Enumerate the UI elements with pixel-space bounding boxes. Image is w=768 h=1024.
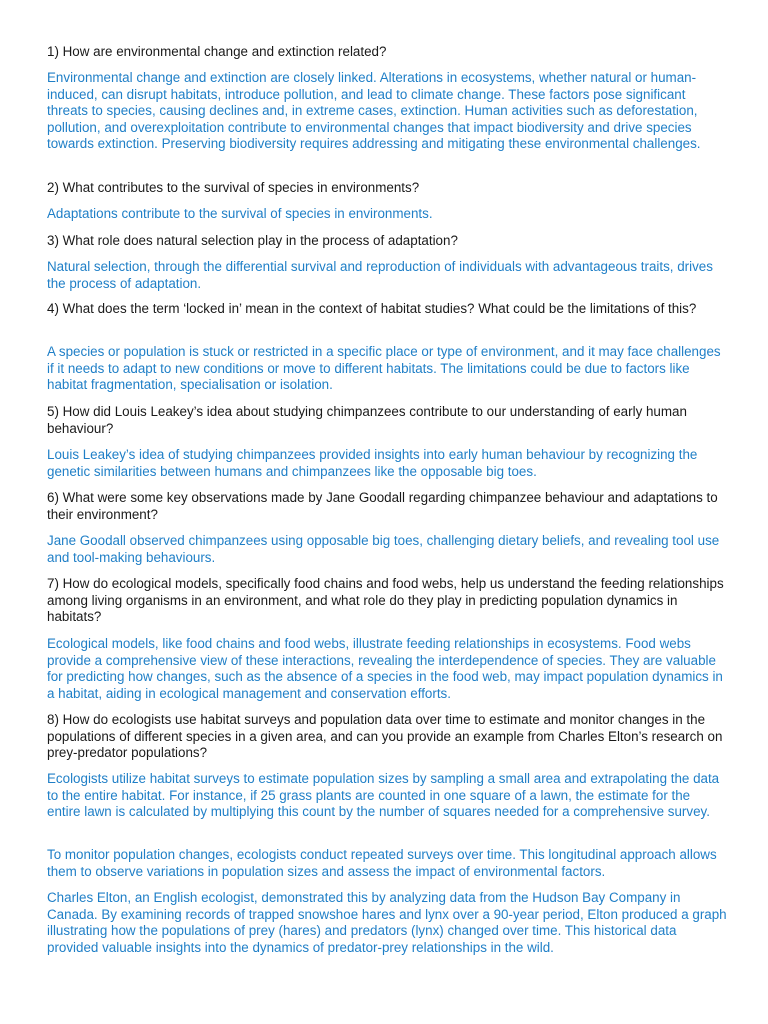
answer-2: Adaptations contribute to the survival of species in environments.	[47, 206, 433, 221]
answer-7: Ecological models, like food chains and food webs, illustrate feeding relationships in ecosystems. Food webs provide a comprehensive view of these interactions, revealing the interdependence of species. They are valuable for predicting how changes, such as the absence of a species in the food web, may impact population dynamics in a habitat, aiding in ecological management and conservation efforts.	[47, 636, 723, 701]
answer-8-paragraph-2: To monitor population changes, ecologists conduct repeated surveys over time. This longitudinal approach allows them to observe variations in population sizes and assess the impact of environmental factors.	[47, 847, 717, 879]
question-3: 3) What role does natural selection play in the process of adaptation?	[47, 233, 458, 248]
answer-4: A species or population is stuck or restricted in a specific place or type of environment, and it may face challenges if it needs to adapt to new conditions or move to different habitats. The limitations could be due to factors like habitat fragmentation, specialisation or isolation.	[47, 344, 721, 393]
question-2: 2) What contributes to the survival of species in environments?	[47, 180, 420, 195]
answer-3: Natural selection, through the differential survival and reproduction of individuals with advantageous traits, drives the process of adaptation.	[47, 259, 713, 291]
answer-6: Jane Goodall observed chimpanzees using opposable big toes, challenging dietary beliefs, and revealing tool use and tool-making behaviours.	[47, 533, 720, 565]
answer-8-paragraph-3: Charles Elton, an English ecologist, demonstrated this by analyzing data from the Hudson Bay Company in Canada. By examining records of trapped snowshoe hares and lynx over a 90-year period, Elton produced a graph illustrating how the populations of prey (hares) and predators (lynx) changed over time. This historical data provided valuable insights into the dynamics of predator-prey relationships in the wild.	[47, 890, 727, 955]
question-6: 6) What were some key observations made by Jane Goodall regarding chimpanzee behaviour and adaptations to their environment?	[47, 490, 718, 522]
question-5: 5) How did Louis Leakey’s idea about studying chimpanzees contribute to our understanding of early human behaviour?	[47, 404, 687, 436]
question-7: 7) How do ecological models, specifically food chains and food webs, help us understand the feeding relationships among living organisms in an environment, and what role do they play in predicting population dynamics in habitats?	[47, 576, 724, 625]
question-8: 8) How do ecologists use habitat surveys and population data over time to estimate and monitor changes in the populations of different species in a given area, and can you provide an example from Charles Elton’s research on prey-predator populations?	[47, 712, 723, 761]
answer-8-paragraph-1: Ecologists utilize habitat surveys to estimate population sizes by sampling a small area and extrapolating the data to the entire habitat. For instance, if 25 grass plants are counted in one square of a lawn, the estimate for the entire lawn is calculated by multiplying this count by the number of squares needed for a comprehensive survey.	[47, 771, 720, 820]
answer-5: Louis Leakey’s idea of studying chimpanzees provided insights into early human behaviour by recognizing the genetic similarities between humans and chimpanzees like the opposable big toes.	[47, 447, 698, 479]
question-1: 1) How are environmental change and extinction related?	[47, 44, 387, 59]
question-4: 4) What does the term ‘locked in’ mean in the context of habitat studies? What could be the limitations of this?	[47, 301, 697, 316]
answer-1: Environmental change and extinction are closely linked. Alterations in ecosystems, whether natural or human-induced, can disrupt habitats, introduce pollution, and lead to climate change. These factors pose significant threats to species, causing declines and, in extreme cases, extinction. Human activities such as deforestation, pollution, and overexploitation contribute to environmental changes that impact biodiversity and drive species towards extinction. Preserving biodiversity requires addressing and mitigating these environmental challenges.	[47, 70, 701, 152]
